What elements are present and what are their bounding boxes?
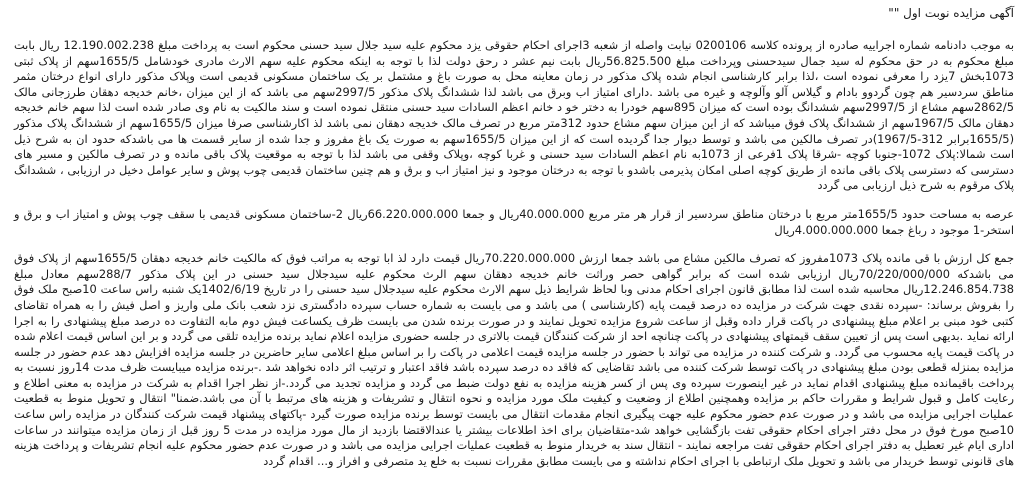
notice-paragraph-valuation: عرصه به مساحت حدود 1655/5متر مربع با درختان مناطق سردسیر از قرار هر متر مربع 40.000.000ریال و جمعا 66.220.000.000ریال 2-ساختمان مسکونی قدیمی با سقف چوب پوش و امتیاز اب و برق و استخر-1 موجود د رباغ جمعا 4.000.000.000ریال <box>14 206 1015 237</box>
notice-paragraph-judgment: به موجب دادنامه شماره اجراییه صادره از پرونده کلاسه 0200106 نیابت واصله از شعبه 3اجرای احکام حقوقی یزد محکوم علیه سید جلال سید حسنی محکوم است به پرداخت مبلغ 12.190.002.238 ریال بابت مبلغ محکوم به در حق محکوم له سید جمال سیدحسنی وپرداخت مبلغ 56.825.500ریال بابت نیم عشر د رحق دولت لذا با توجه به اینکه محکوم علیه سهم الارث مادری خودشامل 1655/5سهم از پلاک ثبتی 1073بخش 7یزد را معرفی نموده است ،لذا برابر کارشناسی انجام شده پلاک مذکور در زمان معاینه محل به صورت باغ و مشتمل بر یک ساختمان مسکونی قدیمی است وپلاک مذکور دارای انواع درختان مثمر مناطق سردسیر هم چون گردوو بادام و گیلاس آلو وآلوچه و غیره می باشد .دارای امتیاز اب وبرق می باشد لذا ششدانگ پلاک مذکور 2997/5سهم می باشد که از این میزان ،خانم خدیجه دهقان طرزجانی مالک 2862/5سهم مشاع از 2997/5سهم ششدانگ بوده است که میزان 895سهم خودرا به دختر خو د خانم اعظم السادات سید حسنی منتقل نموده است و سند مالکیت به نام وی صادر شده است لذا سهم خانم خدیجه دهقان مالک 1967/5سهم از ششدانگ پلاک فوق میباشد که از این میزان سهم مشاع حدود 312متر مربع در تصرف مالک خدیجه دهقان نمی باشد لذ اکارشناسی صرفا میزان 1655/5سهم از ششدانگ پلاک مذکور (1655/5برابر 312-1967/5)در تصرف مالکین می باشد و توسط دیوار جدا گردیده است که از این میزان 1655/5سهم به صورت یک باغ مفروز و جدا شده از سایر قسمت ها می باشدکه حدود ان به شرح ذیل است شمالا:پلاک 1072-جنوبا کوچه -شرقا پلاک 1فرعی از 1073به نام اعظم السادات سید حسنی و غربا کوچه ،وپلاک وقفی می باشد لذا با توجه به موقعیت پلاک باقی مانده و در تصرف مالکین و مسیر های دسترسی که دسترسی پلاک باقی مانده از طریق کوچه اصلی امکان پذیرمی باشدو با توجه به درختان موجود و نیز امتیاز اب و برق و هم چنین ساختمان قدیمی چوب پوش و سایر عوامل دخیل در ارزیابی ، ششدانگ پلاک مرقوم به شرح ذیل ارزیابی می گردد <box>14 38 1015 193</box>
notice-title: آگهی مزایده نوبت اول "" <box>888 6 1014 20</box>
notice-paragraph-conditions: جمع کل ارزش با قی مانده پلاک 1073مفروز که تصرف مالکین مشاع می باشد جمعا ارزش 70.220.000.000ریال قیمت دارد لذ ابا توجه به مراتب فوق که مالکیت خانم خدیجه دهقان 1655/5سهم از پلاک فوق می باشدکه 70/220/000/000ریال ارزیابی شده است که برابر گواهی حصر وراثت خانم خدیجه دهقان سهم الرث محکوم علیه سیدجلال سید حسنی در این پلاک مذکور 288/7سهم معادل مبلغ 12.246.854.738ریال محاسبه شده است لذا مطابق قانون اجرای احکام مدنی وبا لحاظ شرایط ذیل سهم الارث محکوم علیه سیدجلال سید حسنی را در تاریخ 1402/6/19یک شنبه راس ساعت 10صبح ملک فوق را بفروش برساند: -سپرده نقدی جهت شرکت در مزایده ده درصد قیمت پایه (کارشناسی ) می باشد و می بایست به شماره حساب سپرده دادگستری نزد شعب بانک ملی واریز و اصل فیش را به همراه تقاضای کتبی خود مبنی بر اعلام مبلغ پیشنهادی در پاکت قرار داده وقبل از ساعت شروع مزایده تحویل نمایند و در صورت برنده شدن می بایست ظرف یکساعت فیش دوم مابه التفاوت ده درصد مبلغ پیشنهادی را به اجرا ارائه نماید .بدیهی است پس از تعیین سقف قیمتهای پیشنهادی در پاکت چنانچه احد از شرکت کنندگان قیمت بالاتری در جلسه حضوری مزایده اعلام نماید برنده مزایده تلقی می گردد و بر این اساس قیمت اعلام شده در پاکت قیمت پایه محسوب می گردد. و شرکت کننده در مزایده می تواند با حضور در جلسه مزایده قیمت اعلامی در پاکت را بر اساس مبلغ اعلامی سایر حاضرین در جلسه مزایده افزایش دهد عدم حضور در جلسه مزایده بمنزله قطعی بودن مبلغ پیشنهادی در پاکت توسط شرکت کننده می باشد تقاضایی که فاقد ده درصد سپرده باشد فاقد اعتبار و ترتیب اثر داده نخواهد شد .-برنده مزایده میبایست ظرف مدت 14روز نسبت به پرداخت باقیمانده مبلغ پیشنهادی اقدام نماید در غیر اینصورت سپرده وی پس از کسر هزینه مزایده به نفع دولت ضبط می گردد و مزایده تجدید می گردد.-از نظر اجرا اقدام به شرکت در مزایده به معنی اطلاع و رعایت کامل و قبول شرایط و مقررات حاکم بر مزایده وهمچنین اطلاع از وضعیت و کیفیت ملک مورد مزایده و نحوه انتقال و تشریفات و هزینه های مرتبط با آن می باشد.ضمنا" انتقال و تحویل منوط به قطعیت عملیات اجرایی مزایده می باشد و در صورت عدم حضور محکوم علیه جهت پیگیری انجام مقدمات انتقال می بایست توسط برنده مزایده صورت گیرد -پاکتهای پیشنهاد قیمت شرکت کنندگان در مزایده راس ساعت 10صبح مورخ فوق در محل دفتر اجرای احکام حقوقی تفت بازگشایی خواهد شد-متقاضیان برای اخذ اطلاعات بیشتر یا عندالاقتضا بازدید از مال مورد مزایده در مدت 5 روز قبل از زمان مزایده میتوانند در ساعات اداری ایام غیر تعطیل به دفتر اجرای احکام حقوقی تفت مراجعه نمایند - انتقال سند به خریدار منوط به قطعیت عملیات اجرایی مزایده می باشد و در صورت عدم حضور محکوم علیه انجام تشریفات و پرداخت هزینه های قانونی توسط خریدار می باشد و تحویل ملک ارتباطی با اجرای احکام نداشته و می بایست مطابق مقررات نسبت به خلع ید متصرفی و افراز و... اقدام گردد <box>14 251 1015 468</box>
